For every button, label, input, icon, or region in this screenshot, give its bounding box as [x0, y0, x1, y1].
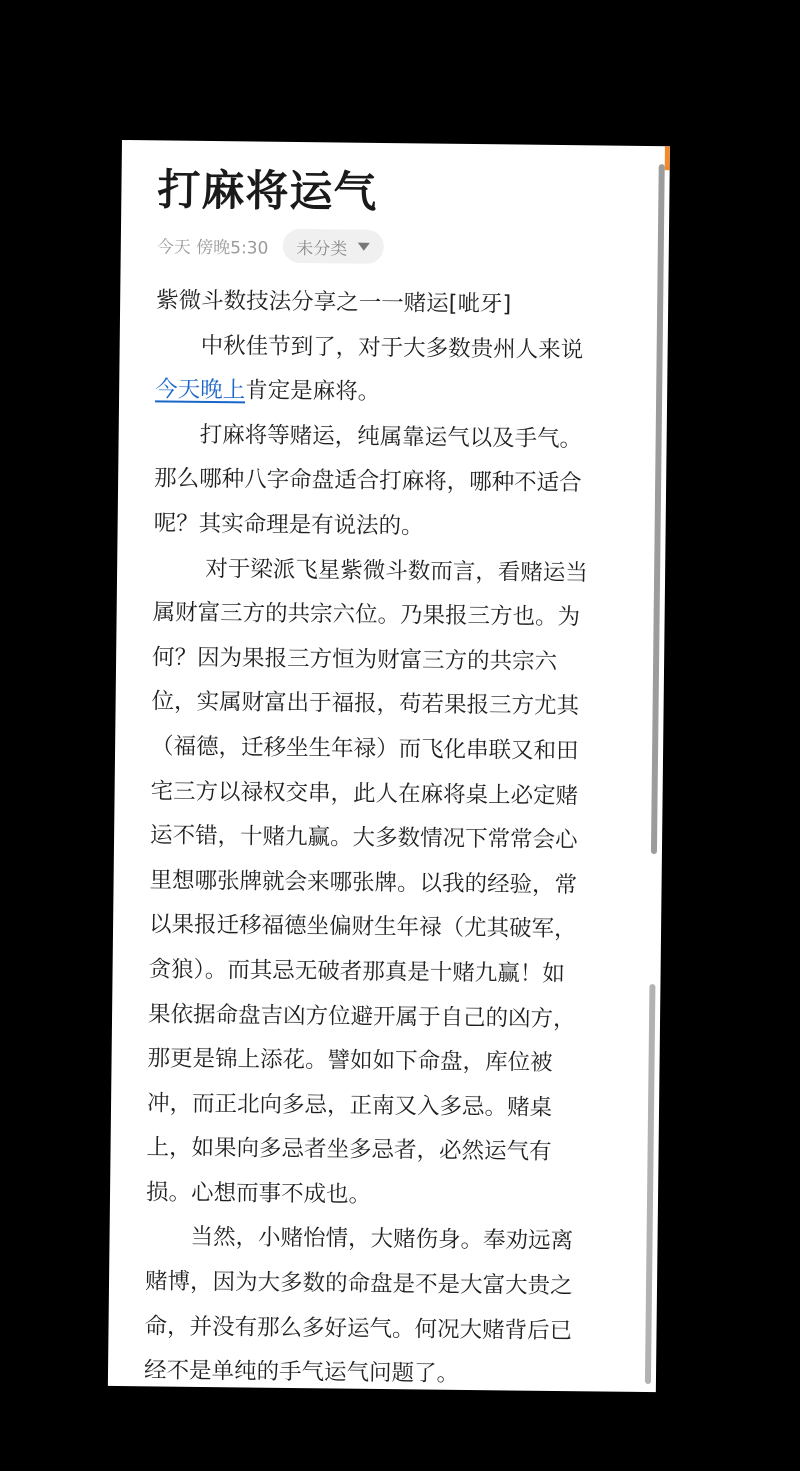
- body-text: 贪狼）。而其忌无破者那真是十赌九赢！如: [148, 956, 565, 987]
- body-text: 那么哪种八字命盘适合打麻将，哪种不适合: [154, 465, 582, 497]
- category-dropdown[interactable]: [282, 229, 383, 264]
- body-text: 打麻将等赌运，纯属靠运气以及手气。: [154, 421, 583, 453]
- body-text: 损。心想而事不成也。: [145, 1179, 372, 1208]
- body-text: 上，如果向多忌者坐多忌者，必然运气有: [146, 1134, 552, 1166]
- body-line: [153, 546, 633, 596]
- category-label: 未分类: [296, 238, 348, 260]
- accent-mark: [665, 146, 670, 170]
- note-title[interactable]: 打麻将运气: [157, 165, 378, 218]
- note-page: [108, 140, 670, 1392]
- body-text: 属财富三方的共宗六位。乃果报三方也。为: [152, 599, 581, 631]
- body-line: [150, 769, 630, 819]
- body-line: [152, 635, 632, 685]
- scrollbar[interactable]: [645, 164, 665, 1384]
- body-line: [155, 323, 635, 373]
- body-line: [156, 278, 636, 328]
- body-line: [149, 858, 629, 908]
- body-line: [144, 1349, 624, 1393]
- body-text: 当然，小赌怡情，大赌伤身。奉劝远离: [145, 1223, 574, 1255]
- body-line: [150, 813, 630, 863]
- body-line: [154, 457, 634, 507]
- body-text: 经不是单纯的手气运气问题了。: [143, 1357, 460, 1388]
- body-text: 呢？其实命理是有说法的。: [153, 510, 424, 540]
- body-line: [145, 1259, 625, 1309]
- body-text: 果依据命盘吉凶方位避开属于自己的凶方，: [147, 1000, 576, 1032]
- body-line: [151, 724, 631, 774]
- body-line: [148, 992, 628, 1042]
- body-text: 以果报迁移福德坐偏财生年禄（尤其破军，: [148, 911, 577, 943]
- body-text: 命，并没有那么多好运气。何况大赌背后已: [144, 1312, 573, 1344]
- body-line: [151, 680, 631, 730]
- scrollbar-thumb-lower[interactable]: [645, 984, 656, 1384]
- body-line: [148, 947, 628, 997]
- inline-link[interactable]: 今天晚上: [155, 376, 246, 404]
- note-meta: [157, 226, 384, 265]
- body-text: 运不错，十赌九赢。大多数情况下常常会心: [149, 822, 578, 854]
- body-line: [146, 1170, 626, 1220]
- body-text: （福德，迁移坐生年禄）而飞化串联又和田: [150, 733, 579, 765]
- caret-down-icon: [357, 243, 369, 251]
- body-text: 宅三方以禄权交串，此人在麻将桌上必定赌: [150, 777, 579, 809]
- body-text: 对于梁派飞星紫微斗数而言，看赌运当: [152, 554, 588, 586]
- note-body[interactable]: [144, 278, 637, 1392]
- body-line: [149, 903, 629, 953]
- body-text: 中秋佳节到了，对于大多数贵州人来说: [155, 331, 584, 363]
- body-line: [153, 501, 633, 551]
- body-text: 赌博，因为大多数的命盘是不是大富大贵之: [144, 1268, 573, 1300]
- body-text: 里想哪张牌就会来哪张牌。以我的经验，常: [149, 867, 578, 898]
- note-timestamp: 今天 傍晚5:30: [156, 236, 269, 259]
- body-text: 何？因为果报三方恒为财富三方的共宗六: [151, 644, 558, 675]
- body-line: [146, 1126, 626, 1176]
- body-text: 紫微斗数技法分享之一一赌运[呲牙]: [156, 287, 512, 318]
- scrollbar-thumb[interactable]: [651, 164, 665, 854]
- body-line: [147, 1081, 627, 1131]
- body-line: [144, 1304, 624, 1354]
- body-line: [152, 591, 632, 641]
- body-text: 那更是锦上添花。譬如如下命盘，库位被: [147, 1045, 553, 1077]
- body-line: [147, 1036, 627, 1086]
- body-text: 肯定是麻将。: [245, 377, 381, 406]
- body-line: [145, 1215, 625, 1265]
- body-text: 冲，而正北向多忌，正南又入多忌。赌桌: [146, 1090, 553, 1121]
- body-line: [155, 368, 635, 418]
- body-line: [154, 412, 634, 462]
- body-text: 位，实属财富出于福报，苟若果报三方尤其: [151, 688, 580, 720]
